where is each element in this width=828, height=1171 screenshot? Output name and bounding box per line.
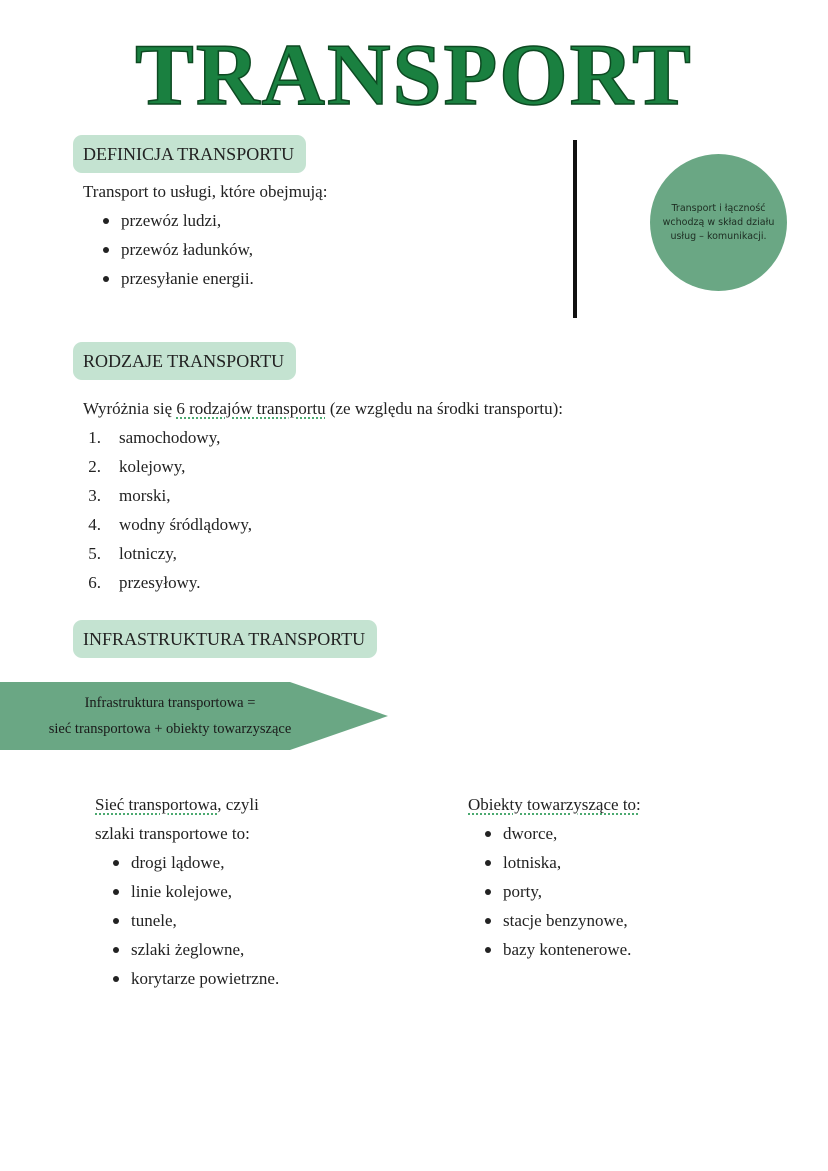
page-title: TRANSPORT [135, 27, 693, 124]
item-label: samochodowy, [119, 428, 221, 447]
item-label: wodny śródlądowy, [119, 515, 252, 534]
list-item [83, 481, 563, 510]
types-intro [83, 394, 563, 423]
facilities-column [468, 790, 641, 964]
intro-text: (ze względu na środki transportu): [325, 399, 564, 418]
list-item: bazy kontenerowe. [481, 935, 641, 964]
item-label: przesyłowy. [119, 573, 201, 592]
item-label: morski, [119, 486, 171, 505]
item-number: 5. [88, 544, 101, 563]
list-item: korytarze powietrzne. [109, 964, 279, 993]
network-subheading: szlaki transportowe to: [95, 824, 250, 843]
list-item: drogi lądowe, [109, 848, 279, 877]
list-item: tunele, [109, 906, 279, 935]
list-item [83, 452, 563, 481]
vertical-divider [573, 140, 577, 318]
definition-text [83, 177, 327, 293]
item-number: 4. [88, 515, 101, 534]
item-label: kolejowy, [119, 457, 186, 476]
arrow-text [0, 690, 340, 742]
list-item [83, 510, 563, 539]
item-number: 6. [88, 573, 101, 592]
infrastructure-heading: INFRASTRUKTURA TRANSPORTU [73, 620, 377, 658]
list-item [83, 539, 563, 568]
network-underlined: Sieć transportowa [95, 795, 218, 814]
note-text: Transport i łączność wchodzą w skład działu usług – komunikacji. [662, 202, 775, 242]
item-number: 2. [88, 457, 101, 476]
facilities-heading: Obiekty towarzyszące to: [468, 795, 641, 814]
facilities-list [481, 819, 641, 964]
item-label: lotniczy, [119, 544, 177, 563]
list-item: szlaki żeglowne, [109, 935, 279, 964]
arrow-line: sieć transportowa + obiekty towarzyszące [48, 721, 292, 737]
list-item: przewóz ludzi, [99, 206, 327, 235]
list-item: porty, [481, 877, 641, 906]
list-item [83, 568, 563, 597]
list-item: linie kolejowe, [109, 877, 279, 906]
list-item: lotniska, [481, 848, 641, 877]
intro-underlined: 6 rodzajów transportu [176, 399, 326, 418]
network-heading [95, 790, 279, 819]
item-number: 3. [88, 486, 101, 505]
note-circle [650, 154, 787, 291]
definition-intro: Transport to usługi, które obejmują: [83, 182, 328, 201]
list-item: przesyłanie energii. [99, 264, 327, 293]
list-item: dworce, [481, 819, 641, 848]
types-text [83, 394, 563, 597]
intro-text: Wyróżnia się [83, 399, 177, 418]
network-rest: , czyli [217, 795, 259, 814]
list-item [83, 423, 563, 452]
item-number: 1. [88, 428, 101, 447]
definition-heading: DEFINICJA TRANSPORTU [73, 135, 306, 173]
definition-list [83, 206, 327, 293]
types-list [83, 423, 563, 597]
arrow-line: Infrastruktura transportowa = [84, 695, 256, 711]
list-item: przewóz ładunków, [99, 235, 327, 264]
list-item: stacje benzynowe, [481, 906, 641, 935]
types-heading: RODZAJE TRANSPORTU [73, 342, 296, 380]
network-column [95, 790, 279, 993]
network-list [109, 848, 279, 993]
